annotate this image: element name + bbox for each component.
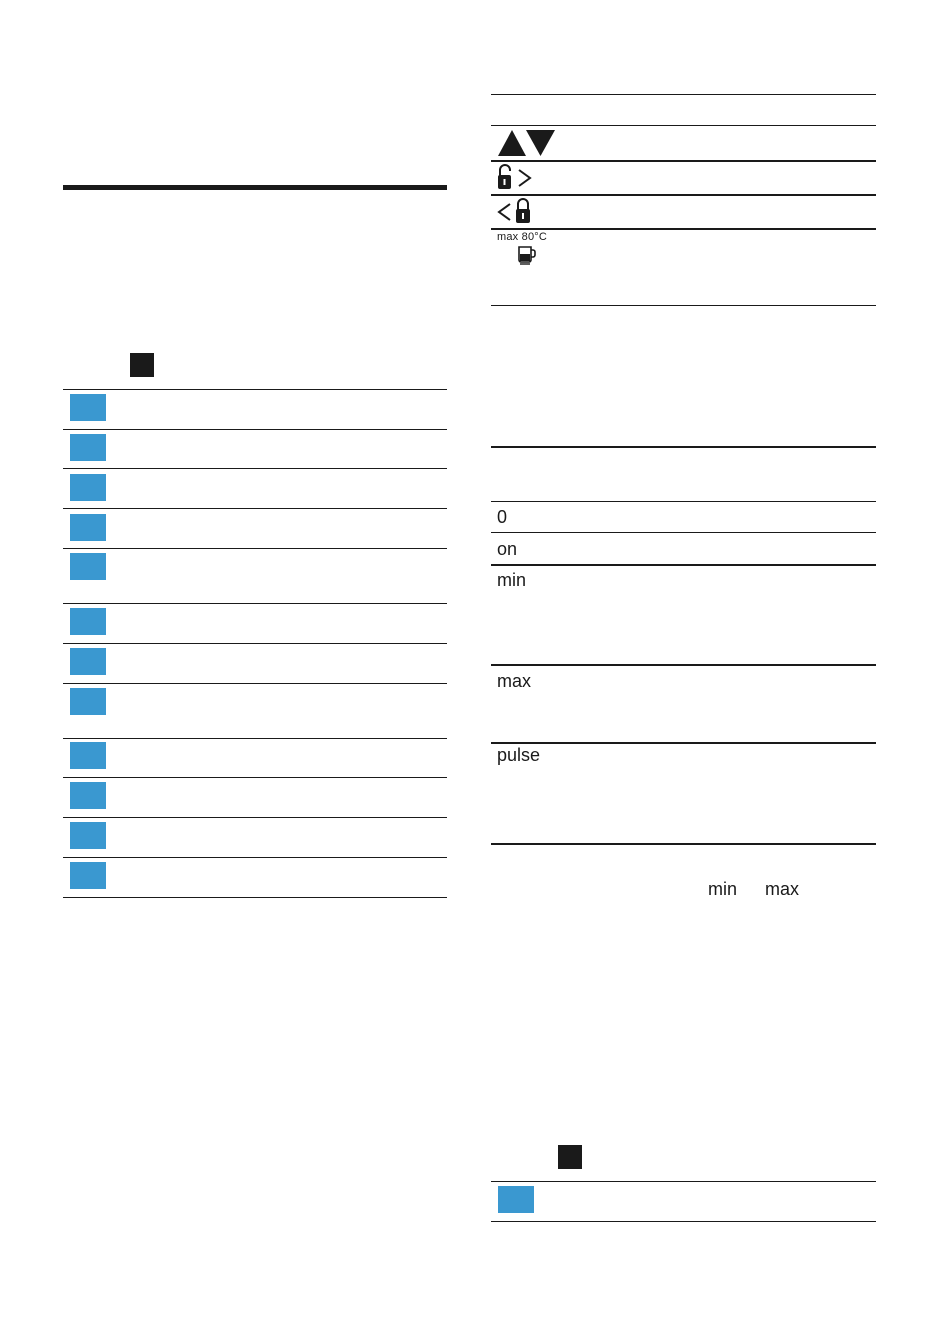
table-row-rule: [63, 603, 447, 604]
table-top-rule: [63, 389, 447, 390]
table-row-rule: [63, 508, 447, 509]
part-number-box: [70, 688, 106, 715]
part-number-box: [70, 474, 106, 501]
unlock-arrow-icon: [497, 163, 537, 191]
table-row-rule: [491, 194, 876, 196]
table-bottom-rule: [491, 305, 876, 306]
setting-zero-label: 0: [497, 507, 508, 527]
table-row-rule: [491, 664, 876, 666]
table-header-rule: [491, 125, 876, 126]
table-top-rule: [491, 1181, 876, 1182]
part-number-box: [70, 782, 106, 809]
table-row-rule: [63, 468, 447, 469]
section-divider: [63, 185, 447, 190]
arrow-up-down-icon: [497, 129, 557, 157]
part-number-box: [498, 1186, 534, 1213]
table-row-rule: [63, 429, 447, 430]
table-top-rule: [491, 446, 876, 448]
part-number-box: [70, 742, 106, 769]
setting-min-label: min: [497, 570, 527, 590]
setting-max-label: max: [497, 671, 532, 691]
part-number-box: [70, 822, 106, 849]
table-row-rule: [491, 742, 876, 744]
table-row-rule: [63, 777, 447, 778]
table-row-rule: [63, 548, 447, 549]
setting-on-label: on: [497, 539, 518, 559]
table-row-rule: [491, 532, 876, 533]
part-number-box: [70, 608, 106, 635]
table-top-rule: [491, 94, 876, 95]
part-number-box: [70, 553, 106, 580]
figure-marker-square: [558, 1145, 582, 1169]
table-bottom-rule: [63, 897, 447, 898]
setting-pulse-label: pulse: [497, 745, 541, 765]
figure-marker-square: [130, 353, 154, 377]
table-bottom-rule: [491, 1221, 876, 1222]
note-max-text: max: [765, 879, 800, 899]
note-min-text: min: [708, 879, 738, 899]
table-row-rule: [63, 683, 447, 684]
table-row-rule: [63, 817, 447, 818]
part-number-box: [70, 862, 106, 889]
max-temperature-label: max 80°C: [497, 231, 548, 243]
table-row-rule: [63, 738, 447, 739]
hot-cup-icon: [517, 245, 537, 265]
table-row-rule: [491, 228, 876, 230]
table-row-rule: [63, 643, 447, 644]
part-number-box: [70, 434, 106, 461]
part-number-box: [70, 514, 106, 541]
part-number-box: [70, 394, 106, 421]
table-row-rule: [491, 564, 876, 566]
part-number-box: [70, 648, 106, 675]
lock-arrow-icon: [497, 197, 537, 225]
table-row-rule: [63, 857, 447, 858]
table-header-rule: [491, 501, 876, 502]
table-bottom-rule: [491, 843, 876, 845]
table-row-rule: [491, 160, 876, 162]
